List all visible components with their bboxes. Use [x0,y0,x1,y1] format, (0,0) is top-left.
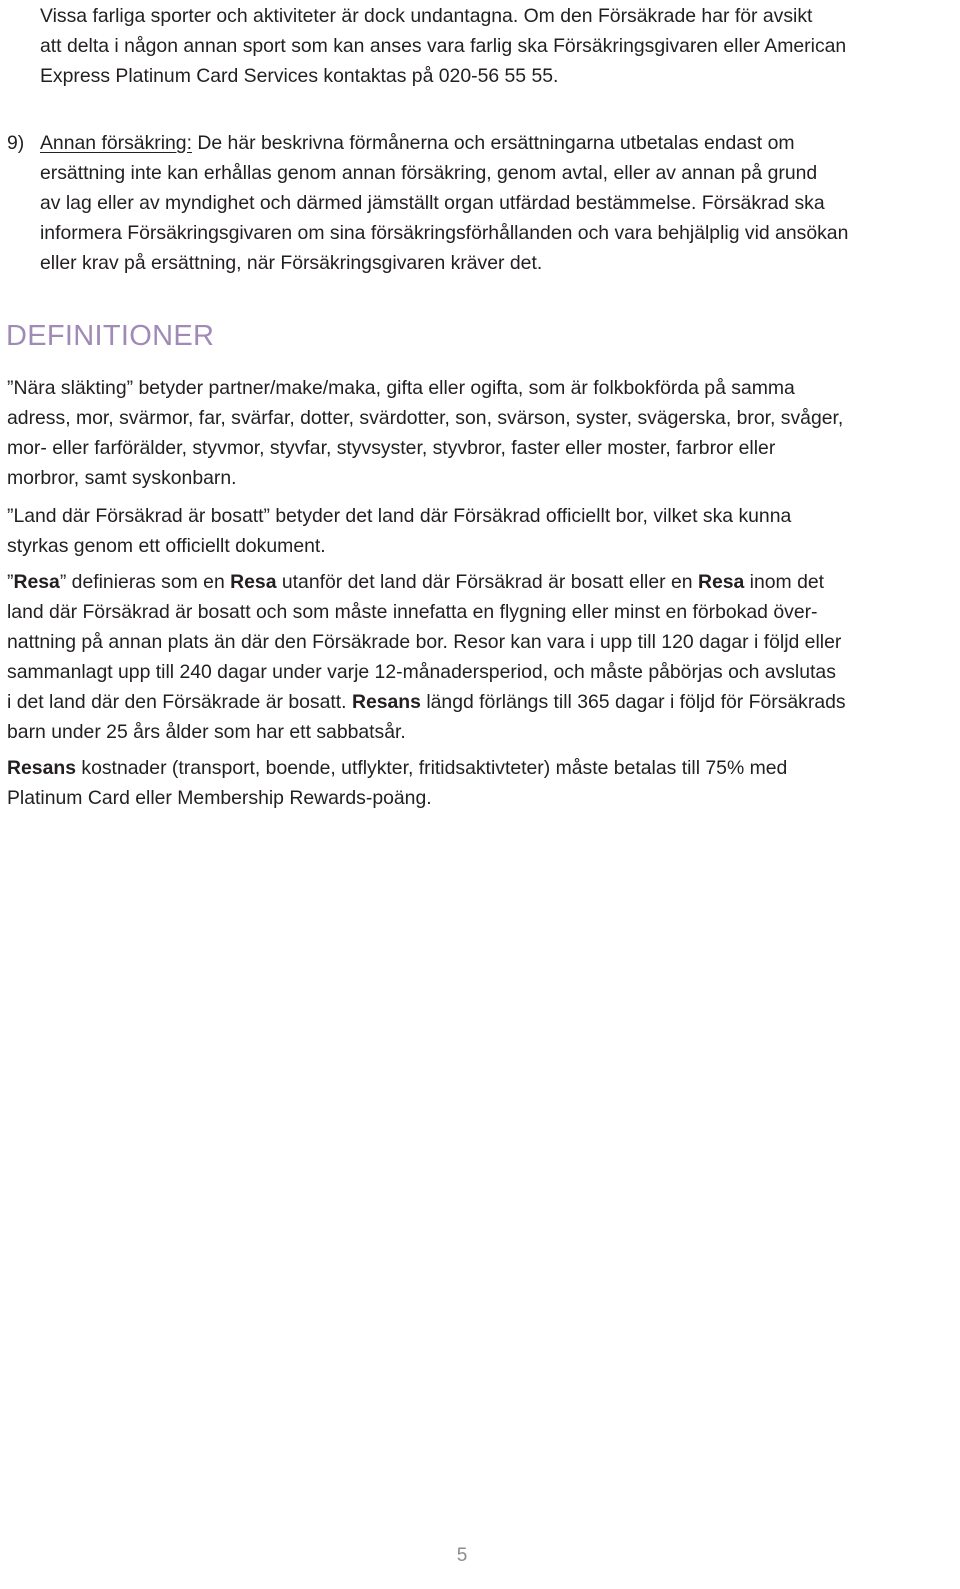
item-line: De här beskrivna förmånerna och ersättningarna utbetalas endast om [191,132,795,154]
text-run: kostnader (transport, boende, utflykter, fritidsaktivteter) måste betalas till 75% med [76,757,788,779]
item-9-other-insurance [7,128,848,278]
intro-line: Vissa farliga sporter och aktiviteter är dock undantagna. Om den Försäkrade har för avsikt [40,5,813,27]
text-run: inom det [744,571,825,593]
intro-line: att delta i någon annan sport som kan anses vara farlig ska Försäkringsgivaren eller American [40,35,847,57]
item-line: informera Försäkringsgivaren om sina försäkringsförhållanden och vara behjälplig vid ansökan [40,222,849,244]
bold-term: Resans [7,757,76,779]
intro-line: Express Platinum Card Services kontaktas på 020-56 55 55. [40,65,559,87]
item-number: 9) [7,132,25,154]
definition-trip [7,567,846,747]
bold-term: Resa [697,571,745,593]
item-line: ersättning inte kan erhållas genom annan försäkring, genom avtal, eller av annan på grund [40,162,818,184]
item-line: eller krav på ersättning, när Försäkringsgivaren kräver det. [40,252,543,274]
definition-line: nattning på annan plats än där den Försäkrade bor. Resor kan vara i upp till 120 dagar i följd eller [7,631,842,653]
bold-term: Resa [230,571,277,593]
definition-line: styrkas genom ett officiellt dokument. [7,535,326,557]
definition-line: barn under 25 års ålder som har ett sabbatsår. [7,721,406,743]
definition-line: Platinum Card eller Membership Rewards-poäng. [7,787,432,809]
intro-paragraph [40,1,846,91]
definition-line: morbror, samt syskonbarn. [7,467,237,489]
definition-line: adress, mor, svärmor, far, svärfar, dotter, svärdotter, son, svärson, syster, svägerska, bror, svåger, [7,407,844,429]
bold-term: Resans [351,691,421,713]
definition-line: ”Land där Försäkrad är bosatt” betyder det land där Försäkrad officiellt bor, vilket ska kunna [7,505,792,527]
definitions-heading: DEFINITIONER [6,320,215,352]
text-run: ” [7,571,14,593]
definition-line: mor- eller farförälder, styvmor, styvfar, styvsyster, styvbror, faster eller moster, farbror eller [7,437,776,459]
definition-relative [7,373,843,493]
item-title: Annan försäkring: [40,132,192,154]
page-number: 5 [456,1545,468,1566]
definition-residence [7,501,791,561]
text-run: utanför det land där Försäkrad är bosatt eller en [276,571,698,593]
bold-term: Resa [13,571,60,593]
definition-trip-costs [7,753,787,813]
text-run: längd förlängs till 365 dagar i följd för Försäkrads [420,691,846,713]
definition-line: ”Nära släkting” betyder partner/make/maka, gifta eller ogifta, som är folkbokförda på samma [7,377,795,399]
item-line: av lag eller av myndighet och därmed jämställt organ utfärdad bestämmelse. Försäkrad ska [40,192,825,214]
definition-line: sammanlagt upp till 240 dagar under varje 12-månadersperiod, och måste påbörjas och avslutas [7,661,836,683]
text-run: ” definieras som en [59,571,231,593]
definition-line: land där Försäkrad är bosatt och som måste innefatta en flygning eller minst en förbokad över- [7,601,818,623]
text-run: i det land där den Försäkrade är bosatt. [7,691,352,713]
